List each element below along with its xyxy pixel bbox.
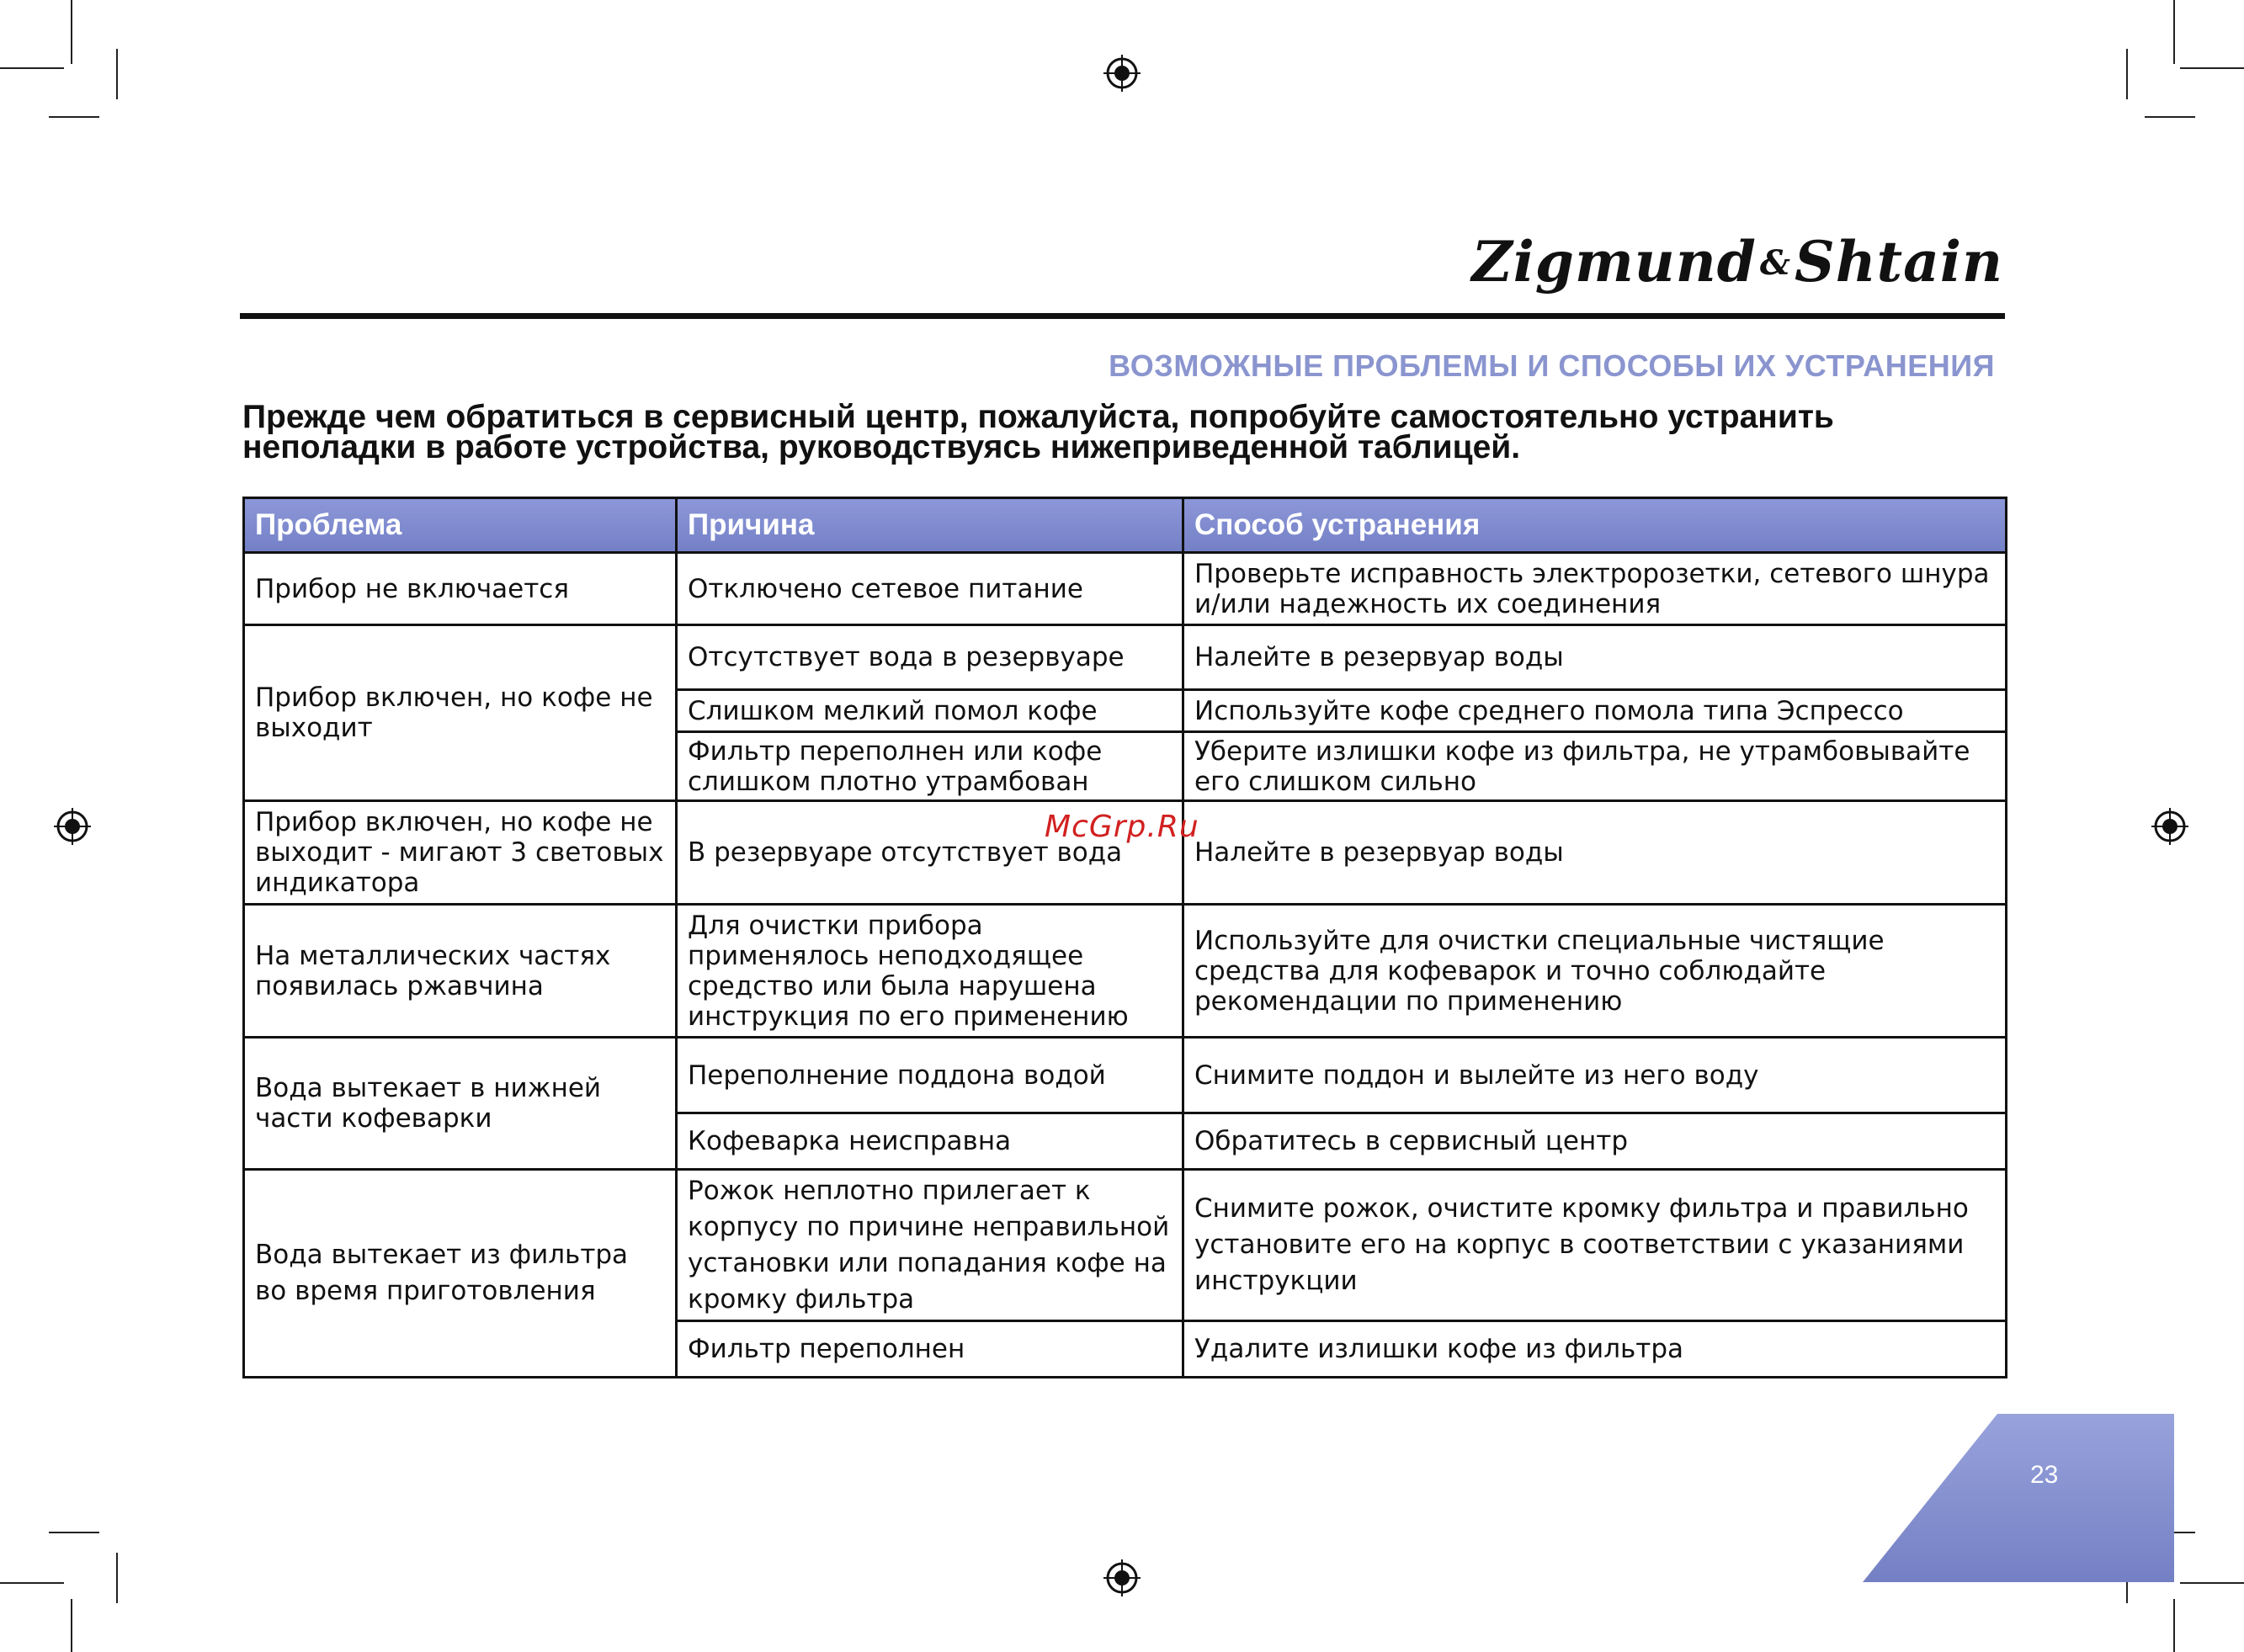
table-row <box>244 625 2007 690</box>
registration-mark-icon <box>1103 55 1141 92</box>
table-header-row <box>244 498 2007 553</box>
header-rule <box>240 313 2005 319</box>
table-row <box>244 1170 2007 1321</box>
problem-cell: Вода вытекает в нижней части кофеварки <box>244 1038 677 1170</box>
solution-cell: Обратитесь в сервисный центр <box>1183 1113 2007 1170</box>
registration-mark-icon <box>2151 808 2188 845</box>
intro-line-1: Прежде чем обратиться в сервисный центр, пожалуйста, попробуйте самостоятельно устранить <box>242 399 1834 435</box>
watermark: McGrp.Ru <box>1045 810 1199 844</box>
problem-cell: На металлических частях появилась ржавчина <box>244 905 677 1038</box>
crop-mark <box>2173 1599 2175 1652</box>
cause-cell: Фильтр переполнен <box>677 1321 1183 1378</box>
intro-text <box>242 399 2010 465</box>
column-header-solution: Способ устранения <box>1183 498 2007 553</box>
intro-line-2: неполадки в работе устройства, руководствуясь нижеприведенной таблицей. <box>242 429 1521 465</box>
crop-mark <box>71 1599 72 1652</box>
cause-cell: Отсутствует вода в резервуаре <box>677 625 1183 690</box>
registration-mark-icon <box>1103 1559 1141 1596</box>
crop-mark <box>71 0 72 64</box>
column-header-problem: Проблема <box>244 498 677 553</box>
table-row <box>244 553 2007 625</box>
brand-logo <box>1472 229 2003 295</box>
crop-mark <box>0 1582 64 1584</box>
cause-cell: Слишком мелкий помол кофе <box>677 690 1183 732</box>
brand-ampersand: & <box>1759 243 1792 283</box>
solution-cell: Используйте для очистки специальные чистящие средства для кофеварок и точно соблюдайте рекомендации по применению <box>1183 905 2007 1038</box>
crop-mark <box>2145 116 2195 118</box>
cause-cell: Фильтр переполнен или кофе слишком плотно утрамбован <box>677 732 1183 801</box>
column-header-cause: Причина <box>677 498 1183 553</box>
cause-cell: Кофеварка неисправна <box>677 1113 1183 1170</box>
brand-name-left: Zigmund <box>1471 229 1757 295</box>
cause-cell: В резервуаре отсутствует вода <box>677 801 1183 905</box>
crop-mark <box>2180 67 2244 69</box>
problem-cell: Прибор не включается <box>244 553 677 625</box>
cause-cell: Для очистки прибора применялось неподходящее средство или была нарушена инструкция по его применению <box>677 905 1183 1038</box>
table-row <box>244 905 2007 1038</box>
crop-mark <box>2180 1582 2244 1584</box>
registration-mark-icon <box>54 808 91 845</box>
problem-cell: Прибор включен, но кофе не выходит <box>244 625 677 801</box>
crop-mark <box>116 49 118 99</box>
solution-cell: Используйте кофе среднего помола типа Эспрессо <box>1183 690 2007 732</box>
crop-mark <box>0 67 64 69</box>
solution-cell: Снимите поддон и вылейте из него воду <box>1183 1038 2007 1113</box>
page-corner-tab <box>1863 1414 2174 1582</box>
problem-cell: Вода вытекает из фильтра во время приготовления <box>244 1170 677 1378</box>
solution-cell: Налейте в резервуар воды <box>1183 625 2007 690</box>
crop-mark <box>49 116 99 118</box>
crop-mark <box>2173 0 2175 64</box>
crop-mark <box>2126 49 2128 99</box>
crop-mark <box>116 1553 118 1603</box>
solution-cell: Удалите излишки кофе из фильтра <box>1183 1321 2007 1378</box>
solution-cell: Проверьте исправность электророзетки, сетевого шнура и/или надежность их соединения <box>1183 553 2007 625</box>
cause-cell: Рожок неплотно прилегает к корпусу по причине неправильной установки или попадания кофе на кромку фильтра <box>677 1170 1183 1321</box>
solution-cell: Уберите излишки кофе из фильтра, не утрамбовывайте его слишком сильно <box>1183 732 2007 801</box>
table-row <box>244 1038 2007 1113</box>
section-title: ВОЗМОЖНЫЕ ПРОБЛЕМЫ И СПОСОБЫ ИХ УСТРАНЕНИЯ <box>1109 348 1995 383</box>
solution-cell: Налейте в резервуар воды <box>1183 801 2007 905</box>
cause-cell: Отключено сетевое питание <box>677 553 1183 625</box>
problem-cell: Прибор включен, но кофе не выходит - мигают 3 световых индикатора <box>244 801 677 905</box>
cause-cell: Переполнение поддона водой <box>677 1038 1183 1113</box>
crop-mark <box>49 1532 99 1533</box>
troubleshooting-table <box>242 497 2007 1378</box>
page-number: 23 <box>2030 1461 2059 1489</box>
brand-name-right: Shtain <box>1795 229 2003 295</box>
solution-cell: Снимите рожок, очистите кромку фильтра и правильно установите его на корпус в соответствии с указаниями инструкции <box>1183 1170 2007 1321</box>
